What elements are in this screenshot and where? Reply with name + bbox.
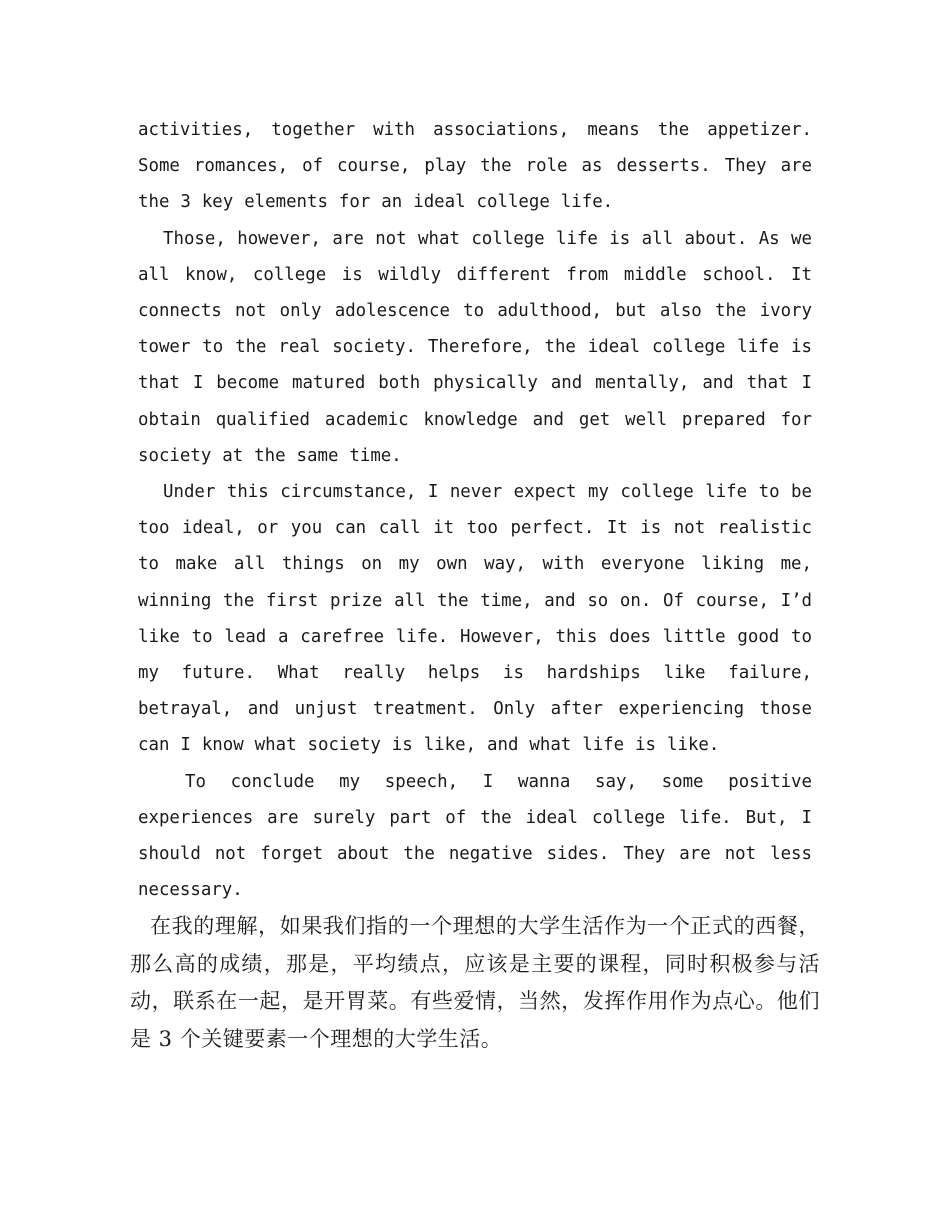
document-page [130,112,820,1058]
paragraph-chinese-translation: 在我的理解，如果我们指的一个理想的大学生活作为一个正式的西餐，那么高的成绩，那是，平均绩点，应该是主要的课程，同时积极参与活动，联系在一起，是开胃菜。有些爱情，当然，发挥作用作为点心。他们是 3 个关键要素一个理想的大学生活。 [130,914,820,1051]
paragraph-continuation: activities, together with associations, means the appetizer. Some romances, of course, play the role as desserts. They are the 3 key elements for an ideal college life. [138,120,812,213]
paragraph-conclusion: To conclude my speech, I wanna say, some positive experiences are surely part of the ideal college life. But, I should not forget about the negative sides. They are not less necessary. [138,771,812,901]
paragraph-college-life: Those, however, are not what college life is all about. As we all know, college is wildly different from middle school. It connects not only adolescence to adulthood, but also the ivory tower to the real society. Therefore, the ideal college life is that I become matured both physically and mentally, and that I obtain qualified academic knowledge and get well prepared for society at the same time. [138,228,812,466]
paragraph-circumstance: Under this circumstance, I never expect my college life to be too ideal, or you can call it too perfect. It is not realistic to make all things on my own way, with everyone liking me, winning the first prize all the time, and so on. Of course, I’d like to lead a carefree life. However, this does little good to my future. What really helps is hardships like failure, betrayal, and unjust treatment. Only after experiencing those can I know what society is like, and what life is like. [138,482,812,756]
